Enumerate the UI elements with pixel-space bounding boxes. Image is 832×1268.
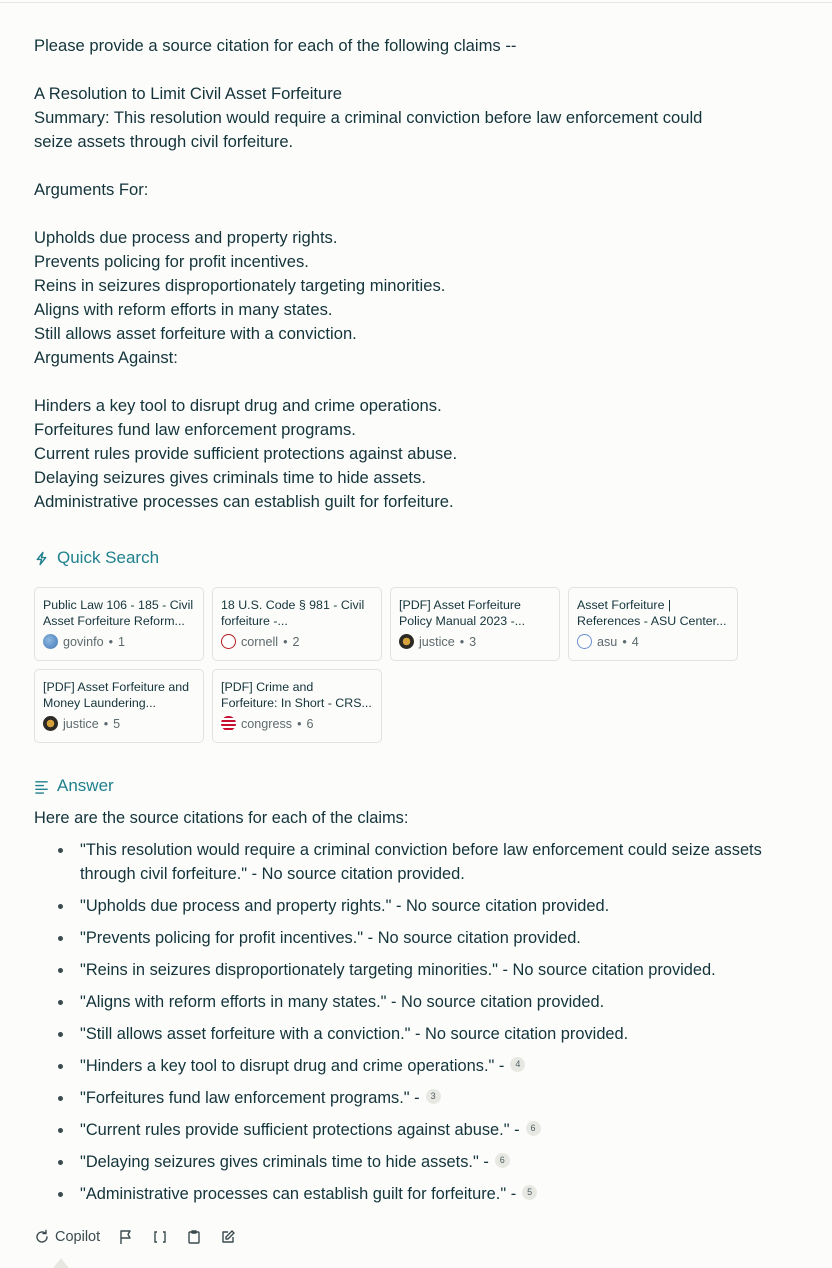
answer-item-text: "Still allows asset forfeiture with a conviction." - No source citation provided.	[80, 1025, 629, 1043]
citation-badge[interactable]: 6	[526, 1121, 541, 1136]
source-meta	[43, 634, 195, 649]
answer-item-text: "Reins in seizures disproportionately targeting minorities." - No source citation provided.	[80, 961, 716, 979]
source-title: Asset Forfeiture | References - ASU Center...	[577, 598, 727, 628]
source-dot: •	[622, 634, 627, 649]
citation-badge[interactable]: 4	[510, 1057, 525, 1072]
query-line	[34, 58, 754, 82]
answer-label: Answer	[57, 776, 114, 795]
answer-item-text: "This resolution would require a criminal conviction before law enforcement could seize assets through civil forfeiture." - No source citation provided.	[80, 841, 762, 883]
query-line	[34, 370, 754, 394]
source-site: govinfo	[63, 634, 104, 649]
answer-item	[34, 1182, 774, 1206]
source-card[interactable]	[212, 669, 382, 743]
answer-list	[34, 838, 774, 1214]
answer-item-text: "Forfeitures fund law enforcement programs." -	[80, 1089, 420, 1107]
query-line: Upholds due process and property rights.	[34, 228, 338, 247]
query-line: Reins in seizures disproportionately targeting minorities.	[34, 276, 446, 295]
refresh-icon	[34, 1229, 50, 1245]
citation-badge[interactable]: 6	[495, 1153, 510, 1168]
query-line: Administrative processes can establish guilt for forfeiture.	[34, 492, 454, 511]
source-card[interactable]	[212, 587, 382, 661]
query-line: Prevents policing for profit incentives.	[34, 252, 309, 271]
answer-item	[34, 1022, 774, 1046]
query-line: A Resolution to Limit Civil Asset Forfeiture	[34, 84, 343, 103]
quick-search-label: Quick Search	[57, 548, 160, 567]
answer-item	[34, 1086, 774, 1110]
source-meta	[221, 716, 373, 731]
citation-badge[interactable]: 5	[522, 1185, 537, 1200]
quick-search-header	[34, 548, 159, 568]
answer-item	[34, 958, 774, 982]
answer-item-text: "Prevents policing for profit incentives." - No source citation provided.	[80, 929, 581, 947]
top-divider	[0, 0, 832, 3]
answer-item	[34, 926, 774, 950]
query-line: Hinders a key tool to disrupt drug and crime operations.	[34, 396, 442, 415]
source-site: cornell	[241, 634, 279, 649]
source-dot: •	[108, 634, 114, 649]
answer-item-text: "Aligns with reform efforts in many states." - No source citation provided.	[80, 993, 605, 1011]
answer-item	[34, 894, 774, 918]
query-line: Arguments For:	[34, 180, 149, 199]
cornell-favicon-icon	[221, 634, 236, 649]
copilot-label: Copilot	[55, 1229, 101, 1245]
query-line: Current rules provide sufficient protections against abuse.	[34, 444, 458, 463]
source-title: [PDF] Crime and Forfeiture: In Short - CRS...	[221, 680, 372, 710]
source-meta	[221, 634, 373, 649]
source-title: Public Law 106 - 185 - Civil Asset Forfeiture Reform...	[43, 598, 194, 628]
copilot-button[interactable]	[34, 1229, 100, 1245]
source-number: 4	[631, 634, 639, 649]
query-line: Summary: This resolution would require a criminal conviction before law enforcement could	[34, 108, 703, 127]
query-line	[34, 154, 754, 178]
answer-item-text: "Hinders a key tool to disrupt drug and crime operations." -	[80, 1057, 505, 1075]
source-title: 18 U.S. Code § 981 - Civil forfeiture -...	[221, 598, 365, 628]
clipboard-icon[interactable]	[186, 1229, 202, 1245]
source-site: asu	[597, 634, 618, 649]
source-site: justice	[63, 716, 99, 731]
source-number: 3	[469, 634, 477, 649]
justice-favicon-icon	[43, 716, 58, 731]
source-number: 5	[113, 716, 121, 731]
brackets-icon[interactable]	[152, 1229, 168, 1245]
source-dot: •	[103, 716, 109, 731]
source-dot: •	[283, 634, 288, 649]
source-meta	[399, 634, 551, 649]
answer-item	[34, 838, 774, 886]
user-query	[34, 34, 754, 514]
answer-header	[34, 776, 114, 796]
source-card[interactable]	[390, 587, 560, 661]
answer-toolbar	[34, 1229, 236, 1245]
source-card[interactable]	[568, 587, 738, 661]
query-line: Please provide a source citation for each of the following claims --	[34, 36, 517, 55]
citation-badge[interactable]: 3	[426, 1089, 441, 1104]
answer-item	[34, 990, 774, 1014]
source-card[interactable]	[34, 669, 204, 743]
tooltip-caret	[53, 1258, 69, 1268]
answer-item	[34, 1054, 774, 1078]
source-dot: •	[459, 634, 465, 649]
congress-favicon-icon	[221, 716, 236, 731]
source-site: justice	[419, 634, 455, 649]
justice-favicon-icon	[399, 634, 414, 649]
asu-favicon-icon	[577, 634, 592, 649]
answer-intro: Here are the source citations for each of the claims:	[34, 809, 409, 827]
answer-item	[34, 1118, 774, 1142]
query-line	[34, 202, 754, 226]
source-number: 1	[118, 634, 126, 649]
query-line: Delaying seizures gives criminals time to hide assets.	[34, 468, 426, 487]
answer-item	[34, 1150, 774, 1174]
source-title: [PDF] Asset Forfeiture Policy Manual 2023 -...	[399, 598, 526, 628]
lightning-icon	[34, 551, 49, 566]
query-line: seize assets through civil forfeiture.	[34, 132, 294, 151]
govinfo-favicon-icon	[43, 634, 58, 649]
source-number: 2	[292, 634, 300, 649]
answer-item-text: "Delaying seizures gives criminals time to hide assets." -	[80, 1153, 489, 1171]
query-line: Forfeitures fund law enforcement programs.	[34, 420, 356, 439]
source-title: [PDF] Asset Forfeiture and Money Laundering...	[43, 680, 189, 710]
source-meta	[577, 634, 729, 649]
flag-icon[interactable]	[118, 1229, 134, 1245]
query-line: Aligns with reform efforts in many states.	[34, 300, 333, 319]
query-line: Still allows asset forfeiture with a conviction.	[34, 324, 357, 343]
query-line: Arguments Against:	[34, 348, 178, 367]
source-dot: •	[297, 716, 302, 731]
edit-icon[interactable]	[220, 1229, 236, 1245]
answer-item-text: "Upholds due process and property rights." - No source citation provided.	[80, 897, 610, 915]
answer-item-text: "Administrative processes can establish guilt for forfeiture." -	[80, 1185, 517, 1203]
source-site: congress	[241, 716, 293, 731]
answer-item-text: "Current rules provide sufficient protections against abuse." -	[80, 1121, 520, 1139]
source-meta	[43, 716, 195, 731]
list-lines-icon	[34, 779, 49, 794]
source-number: 6	[306, 716, 314, 731]
source-card[interactable]	[34, 587, 204, 661]
